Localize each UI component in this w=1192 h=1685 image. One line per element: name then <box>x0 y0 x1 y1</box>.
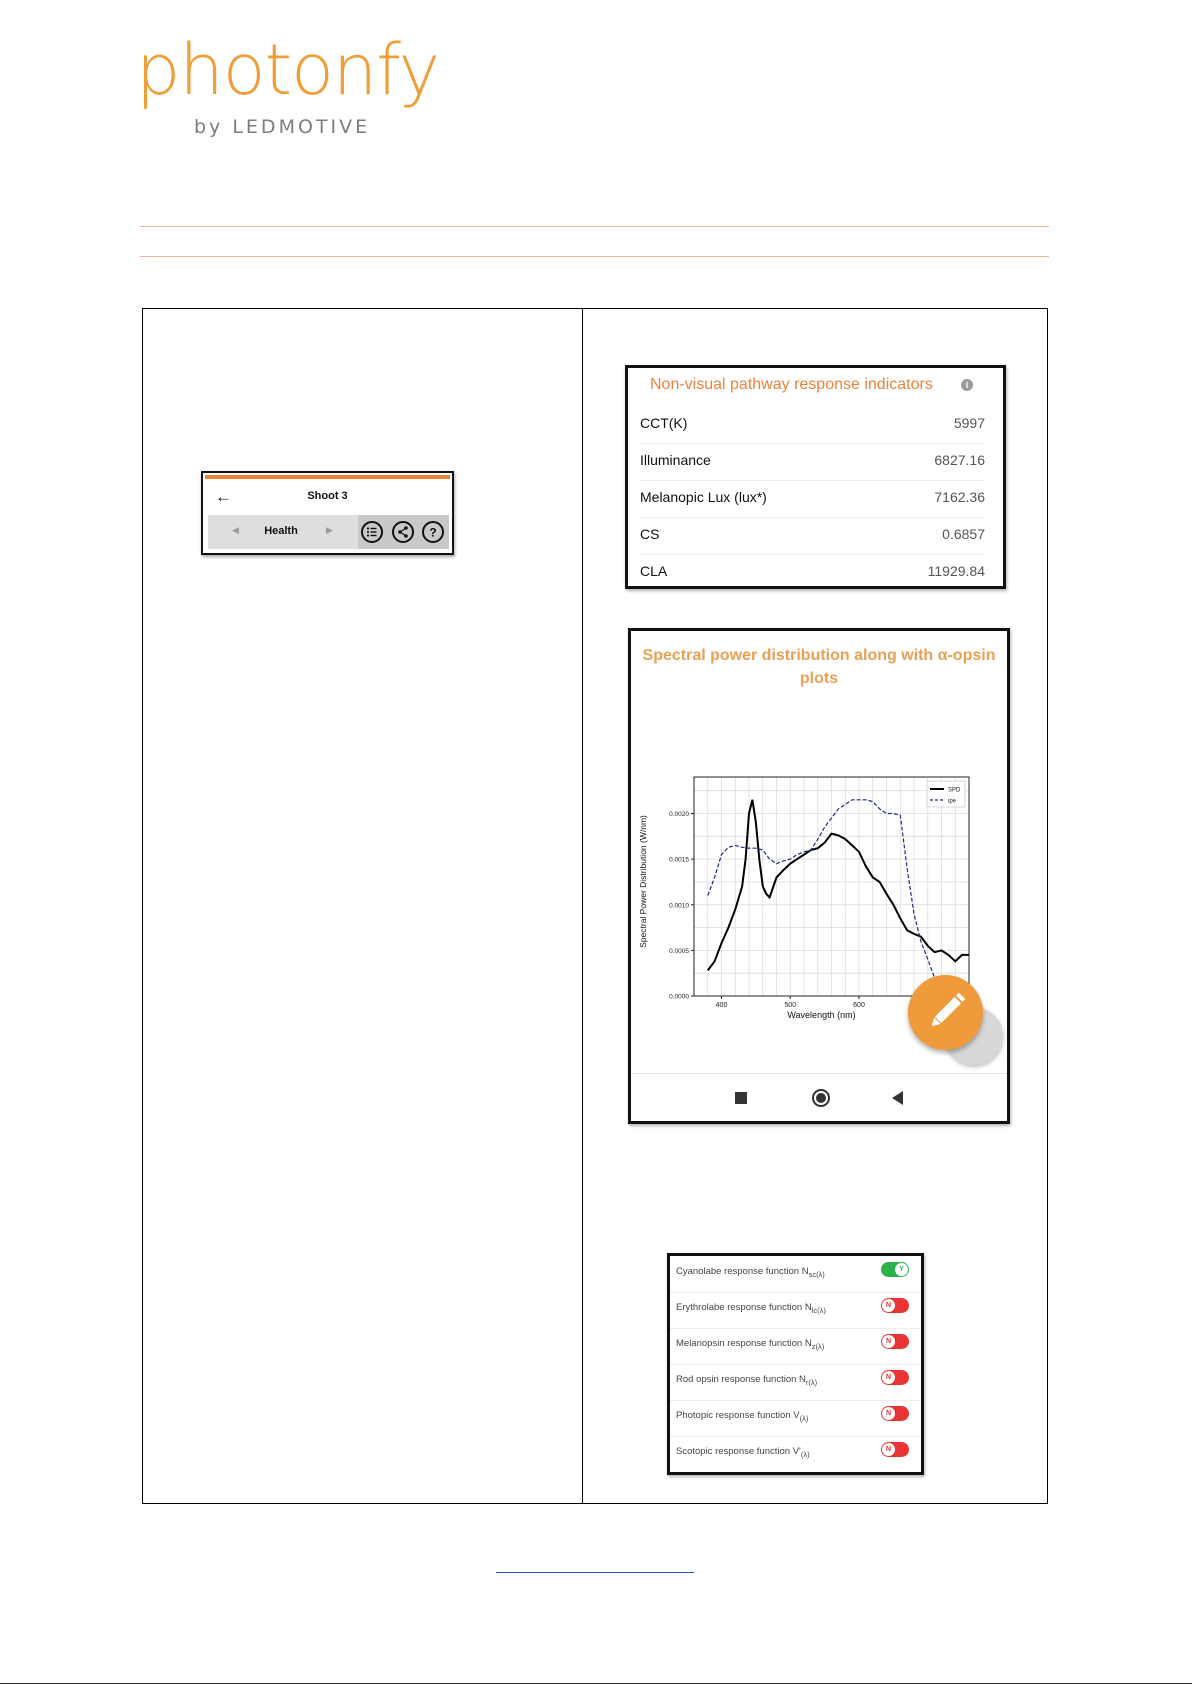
next-category-icon[interactable]: ▶ <box>326 525 333 535</box>
header-rule-bottom <box>140 256 1049 257</box>
back-arrow-icon[interactable]: ← <box>215 487 232 506</box>
response-functions-panel <box>667 1253 924 1475</box>
indicator-label: Melanopic Lux (lux*) <box>640 489 767 505</box>
edit-fab[interactable] <box>908 975 983 1050</box>
response-row <box>670 1328 921 1365</box>
info-icon[interactable]: i <box>961 379 973 391</box>
indicator-label: CS <box>640 526 660 542</box>
y-axis-label: Spectral Power Distribution (W/nm) <box>638 815 648 948</box>
legend-label: SPD <box>948 787 961 794</box>
share-icon[interactable] <box>392 521 414 543</box>
x-axis-label: Wavelength (nm) <box>787 1010 856 1020</box>
legend-box <box>927 781 965 807</box>
column-divider <box>582 309 583 1503</box>
series-line-spd <box>708 800 969 971</box>
response-toggle[interactable]: Y <box>881 1262 909 1277</box>
response-toggle[interactable]: N <box>881 1334 909 1349</box>
footer-link[interactable] <box>496 1572 694 1573</box>
indicator-label: CCT(K) <box>640 415 688 431</box>
spd-title: Spectral power distribution along with α-opsin plots <box>642 647 996 687</box>
help-icon[interactable] <box>422 521 444 543</box>
response-toggle[interactable]: N <box>881 1298 909 1313</box>
spd-panel <box>628 628 1010 1124</box>
indicator-label: Illuminance <box>640 452 711 468</box>
accent-bar <box>205 475 450 479</box>
category-label: Health <box>264 525 298 537</box>
response-row <box>670 1436 921 1472</box>
response-label: Cyanolabe response function $N_{sc(\lambda)}$ <box>676 1266 825 1279</box>
response-row <box>670 1256 921 1293</box>
y-tick-label: 0.0015 <box>669 856 689 864</box>
category-bar <box>208 515 449 549</box>
shoot-header-screenshot <box>201 471 454 555</box>
x-tick-label: 600 <box>853 1002 865 1009</box>
response-row <box>670 1292 921 1329</box>
indicators-title: Non-visual pathway response indicators <box>650 376 933 393</box>
indicator-row <box>640 443 985 481</box>
response-toggle[interactable]: N <box>881 1442 909 1457</box>
response-label: Photopic response function $V_{(\lambda)}$ <box>676 1410 809 1423</box>
response-label: Rod opsin response function $N_{r(\lambda)}$ <box>676 1374 818 1387</box>
list-icon[interactable] <box>361 521 383 543</box>
y-tick-label: 0.0020 <box>669 811 689 818</box>
android-nav-bar <box>631 1073 1007 1122</box>
page-bottom-rule <box>0 1683 1192 1684</box>
response-toggle[interactable]: N <box>881 1406 909 1421</box>
photonfy-logo <box>136 29 440 138</box>
home-icon[interactable] <box>812 1089 830 1107</box>
indicator-row <box>640 406 985 444</box>
indicator-value: 5997 <box>953 415 985 431</box>
response-label: Scotopic response function $V'_{(\lambda)}$ <box>676 1446 810 1459</box>
response-label: Melanopsin response function $N_{z(\lambda)}$ <box>676 1338 825 1351</box>
y-tick-label: 0.0005 <box>669 947 689 955</box>
x-tick-label: 400 <box>715 1002 728 1009</box>
response-toggle[interactable]: N <box>881 1370 909 1385</box>
legend-label: ipe <box>948 798 957 805</box>
indicator-value: 11929.84 <box>927 563 985 579</box>
indicator-row <box>640 554 985 589</box>
indicator-value: 7162.36 <box>934 489 985 505</box>
logo-byline: by LEDMOTIVE <box>194 116 371 138</box>
indicator-value: 0.6857 <box>942 526 985 542</box>
logo-wordmark: photonfy <box>136 29 440 111</box>
action-icon-group <box>358 515 449 549</box>
recents-icon[interactable] <box>735 1092 747 1104</box>
indicator-row <box>640 517 985 555</box>
y-tick-label: 0.0000 <box>669 993 689 1001</box>
indicator-label: CLA <box>640 563 668 579</box>
pencil-icon <box>908 975 983 1050</box>
back-triangle-icon[interactable] <box>892 1091 903 1105</box>
header-rule-top <box>140 226 1049 227</box>
shoot-title: Shoot 3 <box>307 490 348 502</box>
indicator-row <box>640 480 985 518</box>
response-row <box>670 1364 921 1401</box>
svg-text:?: ? <box>429 525 437 539</box>
series-line-ipe <box>708 800 949 994</box>
prev-category-icon[interactable]: ◀ <box>232 525 239 535</box>
y-tick-label: 0.0010 <box>669 902 689 910</box>
x-tick-label: 500 <box>784 1002 797 1009</box>
response-row <box>670 1400 921 1437</box>
response-label: Erythrolabe response function $N_{lc(\lambda)}$ <box>676 1302 826 1315</box>
indicator-value: 6827.16 <box>934 452 985 468</box>
indicators-panel <box>625 365 1006 589</box>
